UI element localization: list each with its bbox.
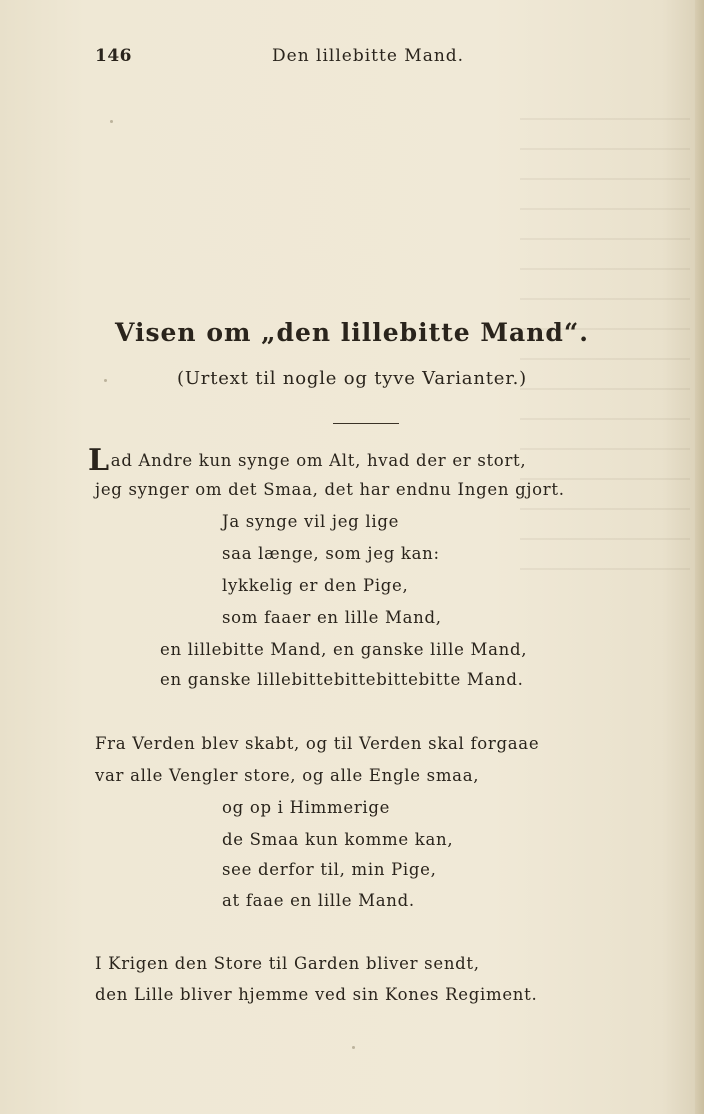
page-number: 146: [95, 46, 132, 66]
verse-line: og op i Himmerige: [222, 798, 391, 817]
verse-line: den Lille bliver hjemme ved sin Kones Regiment.: [95, 985, 538, 1004]
verse-line: Fra Verden blev skabt, og til Verden skal forgaae: [95, 734, 540, 753]
title-rule: [333, 423, 399, 424]
verse-line: see derfor til, min Pige,: [222, 860, 437, 879]
song-subtitle: (Urtext til nogle og tyve Varianter.): [177, 368, 527, 389]
verse-line: som faaer en lille Mand,: [222, 608, 442, 627]
verse-line-text: ad Andre kun synge om Alt, hvad der er stort,: [110, 451, 527, 470]
verse-line: en lillebitte Mand, en ganske lille Mand,: [160, 640, 528, 659]
verse-line: en ganske lillebittebittebittebitte Mand.: [160, 670, 524, 689]
verse-line: lykkelig er den Pige,: [222, 576, 409, 595]
verse-line: saa længe, som jeg kan:: [222, 544, 440, 563]
running-title: Den lillebitte Mand.: [272, 46, 465, 66]
verse-line: de Smaa kun komme kan,: [222, 830, 454, 849]
drop-cap: L: [88, 443, 110, 478]
paper-speck: [104, 379, 107, 382]
paper-speck: [110, 120, 113, 123]
verse-line: I Krigen den Store til Garden bliver sendt,: [95, 954, 480, 973]
verse-line: [88, 443, 527, 478]
paper-speck: [352, 1046, 355, 1049]
verse-line: at faae en lille Mand.: [222, 891, 415, 910]
verse-line: Ja synge vil jeg lige: [222, 512, 400, 531]
song-title: Visen om „den lillebitte Mand“.: [115, 318, 589, 347]
verse-line: jeg synger om det Smaa, det har endnu Ingen gjort.: [95, 480, 565, 499]
page-edge: [695, 0, 704, 1114]
verse-line: var alle Vengler store, og alle Engle smaa,: [95, 766, 480, 785]
